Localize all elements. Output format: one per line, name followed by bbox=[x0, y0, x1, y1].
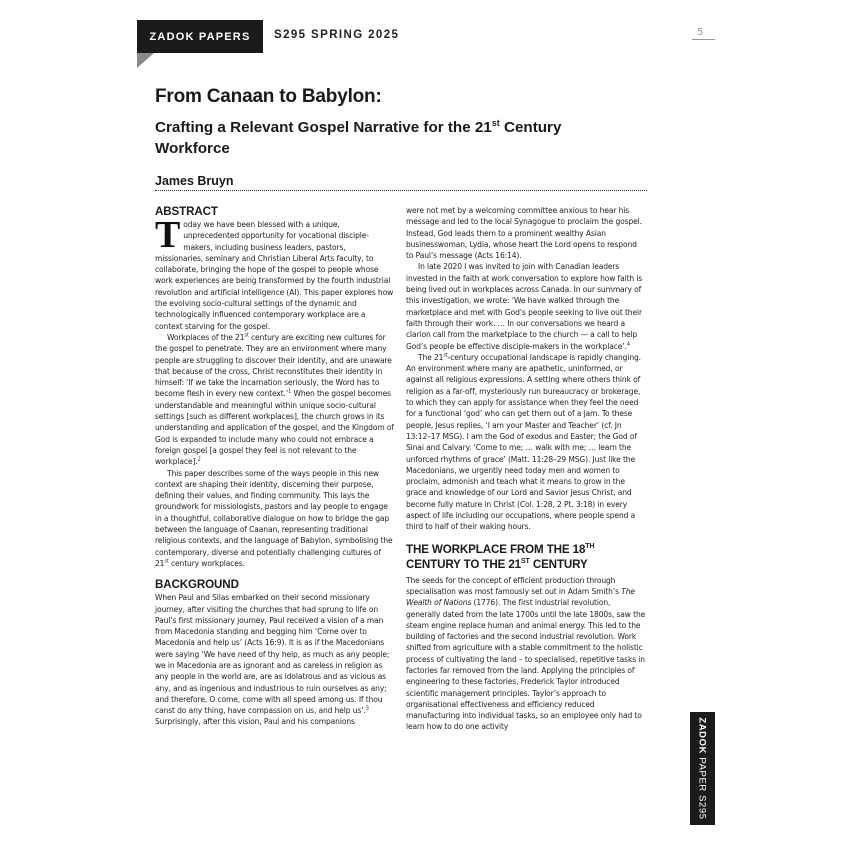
series-label: ZADOK PAPERS bbox=[149, 30, 251, 43]
drop-cap: T bbox=[155, 214, 181, 256]
book-title: The Wealth of Nations bbox=[406, 586, 635, 608]
abstract-paragraph bbox=[155, 214, 395, 332]
subtitle-sup: st bbox=[491, 118, 500, 128]
text: Surprisingly, after this vision, Paul and his companions bbox=[155, 717, 355, 727]
right-paragraph-4 bbox=[406, 575, 646, 733]
footnote-ref: 3 bbox=[365, 705, 369, 712]
text: THE WORKPLACE FROM THE 18 bbox=[406, 542, 586, 556]
text: century are exciting new cultures for the gospel to penetrate. They are an environment where many people are struggling to discover their identity, and are unaware that because of the cross, Christ reconstitutes their identity in himself: ‘If we take the incarnation seriously, the Word has to become flesh in every new context.’ bbox=[155, 332, 392, 399]
series-tab bbox=[137, 20, 263, 53]
text: The seeds for the concept of efficient production through specialisation was most famously set out in Adam Smith’s bbox=[406, 575, 622, 596]
sup: st bbox=[244, 332, 249, 339]
side-tab-label bbox=[697, 717, 708, 819]
text: When Paul and Silas embarked on their second missionary journey, after visiting the churches that had sprung to life on Paul’s first missionary journey, Paul received a vision of a man from Macedonia standing and begging him ‘Come over to Macedonia and help us’ (Acts 16:9). It is as if the Macedonians were saying ‘We have need of thy help, as much as any people; we in Macedonia are as ignorant and as careless in religion as any people in the world are, are as idolatrous and as vicious as any, and as ingenious and industrious to ruin ourselves as any; and therefore, O come, come with all speed among us. If thou canst do any thing, have compassion on us, and help us’. bbox=[155, 593, 390, 716]
subtitle-part-b: Century Workforce bbox=[155, 119, 562, 158]
left-column bbox=[155, 204, 395, 728]
article-subtitle bbox=[155, 113, 635, 159]
author-divider bbox=[155, 190, 647, 191]
sup: TH bbox=[585, 542, 595, 550]
right-paragraph-3 bbox=[406, 352, 646, 533]
footnote-ref: 4 bbox=[626, 341, 630, 348]
page-number: 5 bbox=[692, 26, 715, 40]
text: century workplaces. bbox=[168, 558, 245, 568]
sup: st bbox=[164, 558, 169, 565]
right-paragraph-1: were not met by a welcoming committee anxious to hear his message and led to the local Synagogue to proclaim the gospel. Instead, God leads them to a prominent wealthy Asian businesswoman, Lydia, whose heart the Lord opens to respond to Paul’s message (Acts 16:14). bbox=[406, 206, 642, 261]
footnote-ref: 1 bbox=[288, 388, 292, 395]
text: CENTURY TO THE 21 bbox=[406, 557, 521, 571]
article-title: From Canaan to Babylon: bbox=[155, 86, 382, 107]
text: (1776). The first industrial revolution, generally dated from the late 1700s until the late 1800s, saw the steam engine replace human and animal energy. This led to the building of factories and the second industrial revolution. Work shifted from agriculture with a stable commitment to the holistic process of cultivating the land – to specialised, repetitive tasks in factories far removed from the land. Applying the principles of engineering to these factories, Frederick Taylor introduced scientific management principles. Taylor’s approach to organisational effectiveness and efficiency reduced manufacturing into individual tasks, so an employee only had to learn how to do one activity bbox=[406, 598, 646, 732]
text: This paper describes some of the ways people in this new context are shaping their identity, discerning their purpose, defining their values, and finding community. This lays the groundwork for missiologists, pastors and lay people to engage in a thoughtful, collaborative dialogue on how to bridge the gap between the language of Caanan, representing traditional religious contexts, and the language of Babylon, symbolising the contemporary, diverse and potentially challenging cultures of 21 bbox=[155, 468, 393, 568]
tab-fold-decoration bbox=[137, 53, 154, 68]
issue-label: S295 SPRING 2025 bbox=[274, 29, 400, 41]
text: When the gospel becomes understandable and meaningful within unique socio-cultural settings [such as different workplaces], the church grows in its understanding and application of the gospel, and the Kingdom of God is expanded to include many who could not embrace a foreign gospel [a gospel they feel is not relevant to the workplace]. bbox=[155, 389, 394, 467]
sup: ST bbox=[521, 557, 530, 565]
body-paragraph-2 bbox=[155, 332, 395, 468]
text: Workplaces of the 21 bbox=[167, 332, 245, 342]
side-tab bbox=[690, 712, 715, 825]
author-name: James Bruyn bbox=[155, 174, 234, 188]
text: The 21 bbox=[418, 352, 444, 362]
abstract-text: oday we have been blessed with a unique, unprecedented opportunity for vocational disciple-makers, including business leaders, pastors, missionaries, seminary and Christian Liberal Arts faculty, to collaborate, bringing the hope of the gospel to people whose work experiences are being transformed by the fourth industrial revolution and artificial intelligence (AI). This paper explores how the evolving socio-cultural settings of the dynamic and technologically influenced contemporary workplace are a context starving for the gospel. bbox=[155, 220, 394, 331]
side-tab-regular: PAPER S295 bbox=[697, 754, 709, 820]
footnote-ref: 2 bbox=[197, 456, 201, 463]
background-paragraph bbox=[155, 592, 395, 728]
right-column bbox=[406, 205, 646, 733]
workplace-heading bbox=[406, 542, 646, 572]
text: In late 2020 I was invited to join with Canadian leaders invested in the faith at work conversation to explore how faith is being lived out in workplaces across Canada. In our summary of this investigation, we wrote: ‘We have walked through the marketplace and met with God’s people seeking to live out their faith through their work. … In our conversations we heard a clarion call from the marketplace to the church — a call to help God’s people be effective disciple-makers in the workplace’. bbox=[406, 262, 643, 351]
abstract-heading: ABSTRACT bbox=[155, 205, 218, 218]
background-heading: BACKGROUND bbox=[155, 578, 239, 592]
text: CENTURY bbox=[529, 557, 588, 571]
side-tab-bold: ZADOK bbox=[697, 717, 709, 755]
sup: st bbox=[443, 352, 448, 359]
subtitle-part-a: Crafting a Relevant Gospel Narrative for the 21 bbox=[155, 119, 492, 137]
body-paragraph-3 bbox=[155, 468, 395, 570]
right-paragraph-2 bbox=[406, 261, 646, 351]
text: -century occupational landscape is rapidly changing. An environment where many are apathetic, uninformed, or against all religious expressions. A setting where others think of religion as a far-off, mysteriously run bureaucracy or brokerage, to which they can apply for assistance when they feel the need for a functional ‘god’ who can get them out of a jam. To these people, Jesus replies, ‘I am your Master and Teacher’ (cf. Jn 13:12–17 MSG). I am the God of exodus and Easter; the God of Sinai and Calvary. ‘Come to me; … walk with me; … learn the unforced rhythms of grace’ (Matt. 11:28–29 MSG). Just like the Macedonians, we urgently need today men and women to proclaim, admonish and teach what it means to grow in the grace and knowledge of our Lord and Savior Jesus Christ, and become fully mature in Christ (Col. 1:28, 2 Pt. 3:18) in every aspect of life including our occupations, where people spend a third to half of their waking hours. bbox=[406, 352, 641, 532]
